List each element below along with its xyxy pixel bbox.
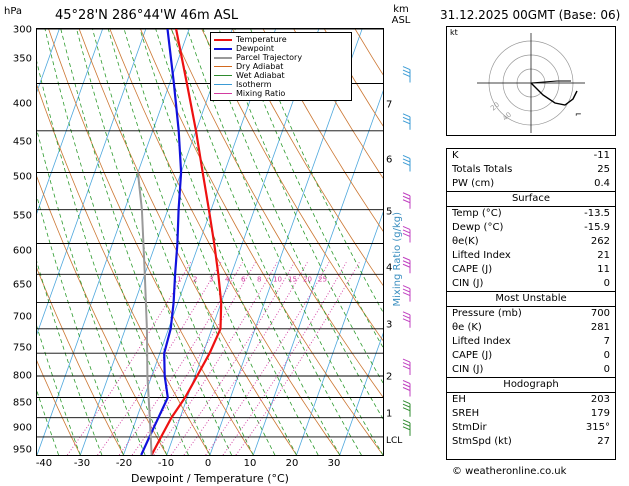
svg-text:⌐: ⌐ xyxy=(575,110,582,119)
section-header-surface: Surface xyxy=(447,191,615,207)
svg-text:20: 20 xyxy=(303,275,312,284)
stat-value: 0 xyxy=(603,364,610,375)
ytick-650: 650 xyxy=(12,279,32,291)
mixing-ratio-axis-label: Mixing Ratio (g/kg) xyxy=(392,212,403,307)
stat-key: Totals Totals xyxy=(452,164,513,175)
legend-item xyxy=(214,89,348,98)
ytick-450: 450 xyxy=(12,136,32,148)
copyright-credit: © weatheronline.co.uk xyxy=(452,466,567,477)
stat-row xyxy=(447,421,615,435)
stat-row xyxy=(447,263,615,277)
stat-value: -13.5 xyxy=(584,208,610,219)
ytick-950: 950 xyxy=(12,444,32,456)
stat-key: CAPE (J) xyxy=(452,264,493,275)
stat-row xyxy=(447,335,615,349)
ytick-850: 850 xyxy=(12,397,32,409)
legend-label: Mixing Ratio xyxy=(236,89,286,98)
stat-key: EH xyxy=(452,394,466,405)
stat-value: 203 xyxy=(590,394,610,405)
stat-row xyxy=(447,249,615,263)
sounding-stats-panel xyxy=(446,148,616,460)
stat-row xyxy=(447,407,615,421)
stat-value: 262 xyxy=(590,236,610,247)
svg-text:3: 3 xyxy=(209,275,214,284)
kmtick-5: 5 xyxy=(386,206,393,218)
legend-swatch xyxy=(214,66,232,67)
kmtick-1: 1 xyxy=(386,408,393,420)
stat-row xyxy=(447,435,615,449)
stat-row xyxy=(447,349,615,363)
stat-value: 315° xyxy=(585,422,610,433)
forecast-date-title: 31.12.2025 00GMT (Base: 06) xyxy=(440,8,621,22)
legend-swatch xyxy=(214,57,232,59)
svg-text:40: 40 xyxy=(501,110,514,123)
stat-key: Lifted Index xyxy=(452,336,511,347)
stat-row xyxy=(447,149,615,163)
stat-row xyxy=(447,207,615,221)
stat-key: K xyxy=(452,150,459,161)
stat-key: CIN (J) xyxy=(452,278,484,289)
kmtick-3: 3 xyxy=(386,319,393,331)
stat-row xyxy=(447,235,615,249)
stat-row xyxy=(447,393,615,407)
svg-text:2: 2 xyxy=(193,275,198,284)
legend-label: Isotherm xyxy=(236,80,272,89)
xtick-20: 20 xyxy=(285,458,299,469)
kmtick-7: 7 xyxy=(386,99,393,111)
stat-value: 11 xyxy=(597,264,610,275)
legend-label: Dewpoint xyxy=(236,44,275,53)
ytick-500: 500 xyxy=(12,171,32,183)
stat-row xyxy=(447,177,615,191)
stat-key: StmDir xyxy=(452,422,487,433)
pressure-unit-label: hPa xyxy=(4,6,23,17)
stat-value: 700 xyxy=(590,308,610,319)
svg-text:6: 6 xyxy=(241,275,246,284)
stat-key: Temp (°C) xyxy=(452,208,502,219)
legend-item xyxy=(214,62,348,71)
legend-swatch xyxy=(214,39,232,41)
stat-value: 21 xyxy=(597,250,610,261)
stat-key: StmSpd (kt) xyxy=(452,436,512,447)
xtick-0: 0 xyxy=(204,458,212,469)
stat-key: PW (cm) xyxy=(452,178,495,189)
stat-key: θe(K) xyxy=(452,236,479,247)
legend-item xyxy=(214,35,348,44)
svg-text:25: 25 xyxy=(318,275,327,284)
stat-key: θe (K) xyxy=(452,322,482,333)
xtick--10: -10 xyxy=(157,458,175,469)
stat-value: 0 xyxy=(603,350,610,361)
xtick-10: 10 xyxy=(243,458,257,469)
stat-value: 25 xyxy=(597,164,610,175)
svg-text:1: 1 xyxy=(177,275,182,284)
stat-value: 0.4 xyxy=(594,178,610,189)
ytick-600: 600 xyxy=(12,245,32,257)
xtick--20: -20 xyxy=(115,458,133,469)
altitude-unit-label: km ASL xyxy=(391,4,411,26)
ytick-400: 400 xyxy=(12,98,32,110)
ytick-900: 900 xyxy=(12,422,32,434)
xtick--30: -30 xyxy=(73,458,91,469)
ytick-700: 700 xyxy=(12,311,32,323)
kmtick-6: 6 xyxy=(386,154,393,166)
hodograph-panel xyxy=(446,26,616,136)
svg-text:4: 4 xyxy=(225,275,230,284)
hodograph-unit-label: kt xyxy=(450,28,458,37)
legend-item xyxy=(214,80,348,89)
ytick-300: 300 xyxy=(12,24,32,36)
xtick-30: 30 xyxy=(327,458,341,469)
kmtick-2: 2 xyxy=(386,371,393,383)
legend-swatch xyxy=(214,75,232,76)
legend-label: Parcel Trajectory xyxy=(236,53,303,62)
lcl-label: LCL xyxy=(386,436,403,446)
stat-key: Pressure (mb) xyxy=(452,308,522,319)
legend-swatch xyxy=(214,84,232,85)
stat-row xyxy=(447,221,615,235)
stat-value: 0 xyxy=(603,278,610,289)
stat-key: Lifted Index xyxy=(452,250,511,261)
legend-item xyxy=(214,53,348,62)
svg-text:8: 8 xyxy=(257,275,262,284)
stat-key: Dewp (°C) xyxy=(452,222,504,233)
kmtick-4: 4 xyxy=(386,262,393,274)
stat-value: -11 xyxy=(593,150,610,161)
stat-key: SREH xyxy=(452,408,480,419)
stat-value: 281 xyxy=(590,322,610,333)
legend xyxy=(210,32,352,101)
stat-row xyxy=(447,363,615,377)
ytick-750: 750 xyxy=(12,342,32,354)
legend-item xyxy=(214,44,348,53)
legend-label: Dry Adiabat xyxy=(236,62,284,71)
xtick--40: -40 xyxy=(35,458,53,469)
ytick-350: 350 xyxy=(12,53,32,65)
stat-row xyxy=(447,277,615,291)
svg-text:15: 15 xyxy=(288,275,297,284)
legend-label: Temperature xyxy=(236,35,287,44)
svg-text:10: 10 xyxy=(273,275,282,284)
ytick-550: 550 xyxy=(12,210,32,222)
legend-item xyxy=(214,71,348,80)
stat-row xyxy=(447,307,615,321)
stat-value: 179 xyxy=(590,408,610,419)
stat-value: -15.9 xyxy=(584,222,610,233)
stat-value: 27 xyxy=(597,436,610,447)
legend-swatch xyxy=(214,48,232,50)
section-header-hodograph: Hodograph xyxy=(447,377,615,393)
ytick-800: 800 xyxy=(12,370,32,382)
hodograph-plot xyxy=(447,27,615,135)
station-title: 45°28'N 286°44'W 46m ASL xyxy=(55,8,239,23)
legend-label: Wet Adiabat xyxy=(236,71,285,80)
section-header-most-unstable: Most Unstable xyxy=(447,291,615,307)
stat-row xyxy=(447,163,615,177)
stat-key: CIN (J) xyxy=(452,364,484,375)
svg-text:20: 20 xyxy=(489,100,502,113)
stat-value: 7 xyxy=(603,336,610,347)
stat-key: CAPE (J) xyxy=(452,350,493,361)
x-axis-title: Dewpoint / Temperature (°C) xyxy=(131,472,289,485)
wind-barb-column xyxy=(398,28,428,458)
stat-row xyxy=(447,321,615,335)
legend-swatch xyxy=(214,93,232,94)
